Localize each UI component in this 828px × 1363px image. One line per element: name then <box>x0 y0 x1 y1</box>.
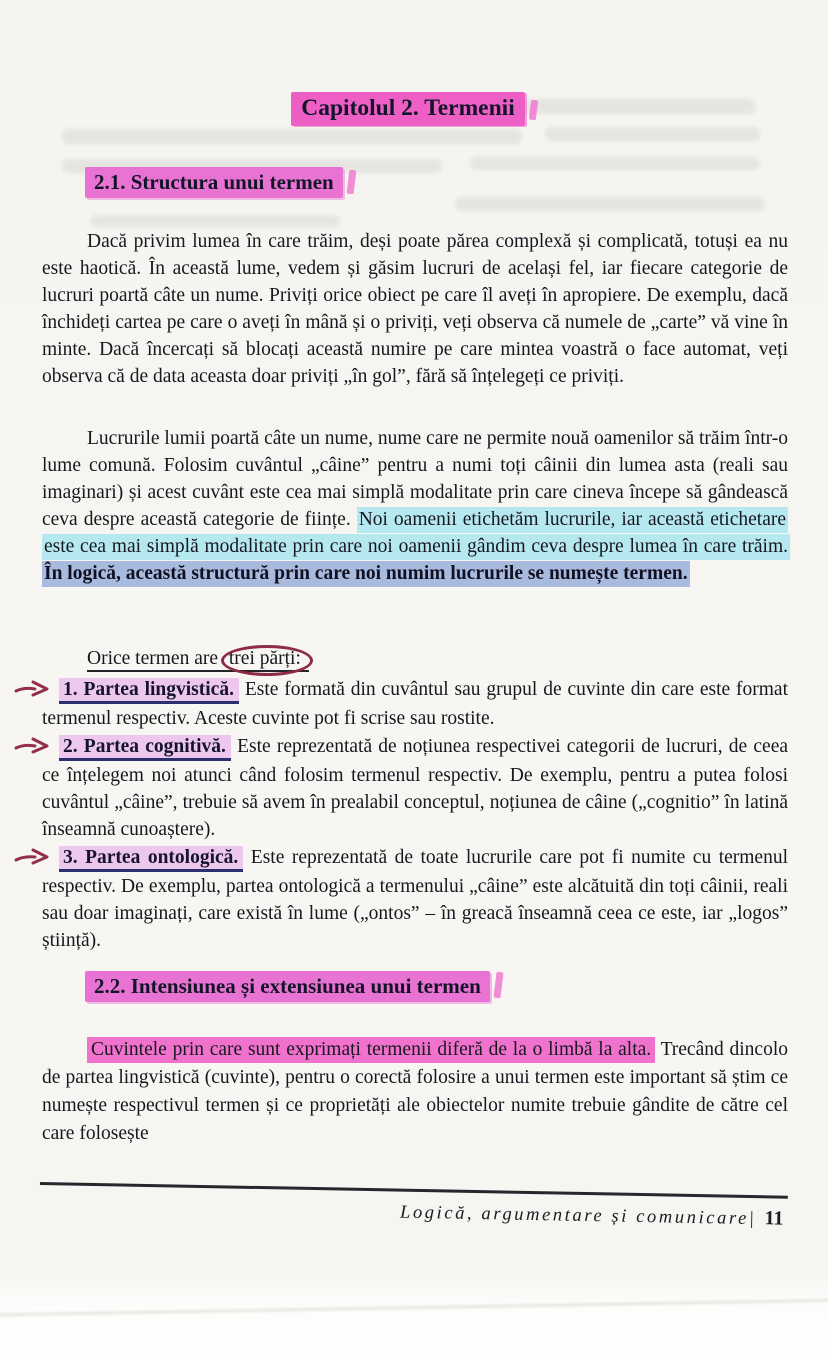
section-heading-2-2-text: 2.2. Intensiunea și extensiunea unui termen <box>85 971 490 1002</box>
term-part-item-1-block <box>42 676 788 732</box>
footer-text <box>39 1194 787 1231</box>
bleedthrough-ghost <box>455 197 765 211</box>
highlighter-tail-mark <box>346 170 356 195</box>
item-2-text: Este reprezentată de noțiunea respectivei categorii de lucruri, de ceea ce înțelegem noi atunci când folosim termenul respectiv. De exemplu, pentru a putea folosi cuvântul „câine”, trebuie să avem în prealabil conceptul, noțiunea de câine („cognitio” în latină înseamnă cunoaștere). <box>42 736 789 840</box>
paper-bottom-edge <box>0 1298 828 1316</box>
section-2-2-paragraph <box>42 1036 788 1148</box>
term-part-item-3-block <box>42 844 788 954</box>
term-part-item-2-block <box>42 733 788 843</box>
page-footer <box>39 1182 788 1231</box>
item-3-text: Este reprezentată de toate lucrurile care pot fi numite cu termenul respectiv. De exemplu, partea ontologică a termenului „câine” este alcătuită din toți câinii, reali sau doar imaginați, care există în lume („ontos” – în greacă înseamnă ceea ce este, iar „logos” știință). <box>42 847 789 951</box>
chapter-title-row <box>0 92 828 126</box>
paragraph-2 <box>42 425 788 587</box>
footer-page-number: 11 <box>764 1207 784 1230</box>
section-heading-2-1 <box>85 170 355 195</box>
chapter-title: Capitolul 2. Termenii <box>291 92 525 126</box>
pink-highlighted-sentence: Cuvintele prin care sunt exprimați termenii diferă de la o limbă la alta. <box>87 1037 655 1063</box>
footer-separator: | <box>748 1208 757 1230</box>
paragraph-1-block <box>42 228 788 390</box>
hand-drawn-arrow-icon <box>28 735 54 762</box>
paragraph-2-cyan-highlight: Noi oamenii etichetăm lucrurile, iar această etichetare este cea mai simplă modalitate prin care noi oamenii gândim ceva despre lumea în care trăim. <box>42 507 790 560</box>
item-2-label: 2. Partea cognitivă. <box>59 735 231 761</box>
term-parts-lead: Orice termen are <box>87 648 218 669</box>
term-parts-intro <box>42 645 788 672</box>
bleedthrough-ghost <box>470 157 760 170</box>
item-3-label: 3. Partea ontologică. <box>59 846 243 872</box>
section-heading-2-1-text: 2.1. Structura unui termen <box>85 167 343 198</box>
section-2-2-paragraph-plain: Trecând dincolo de partea lingvistică (cuvinte), pentru o corectă folosire a unui termen este important să știm ce numește respectivul termen și ce proprietăți ale obiectelor numite trebuie gândite de către cel care folosește <box>42 1039 788 1144</box>
section-2-2-paragraph-block <box>42 1036 788 1148</box>
paragraph-2-block <box>42 425 788 587</box>
paragraph-2-blue-highlight: În logică, această structură prin care noi numim lucrurile se numește termen. <box>42 561 690 587</box>
pen-circle-annotation: trei părți: <box>221 645 313 676</box>
paragraph-1: Dacă privim lumea în care trăim, deși poate părea complexă și complicată, totuși ea nu este haotică. În această lume, vedem și găsim lucruri de același fel, iar fiecare categorie de lucruri poartă câte un nume. Priviți orice obiect pe care îl aveți în apropiere. De exemplu, dacă închideți cartea pe care o aveți în mână și o priviți, veți observa că numele de „carte” vă vine în minte. Dacă încercați să blocați această numire pe care mintea voastră o face automat, veți observa că de data aceasta doar priviți „în gol”, fără să înțelegeți ce priviți. <box>42 231 788 387</box>
hand-drawn-arrow-icon <box>28 678 54 705</box>
bleedthrough-ghost <box>62 129 522 144</box>
highlighter-tail-mark <box>493 972 503 999</box>
term-part-item-2 <box>42 733 788 843</box>
footer-book-title: Logică, argumentare și comunicare <box>399 1202 750 1229</box>
term-part-item-1 <box>42 676 788 732</box>
section-heading-2-2 <box>85 972 502 999</box>
item-1-label: 1. Partea lingvistică. <box>59 678 239 704</box>
term-parts-intro-block <box>42 645 788 672</box>
paragraph-2-plain: Lucrurile lumii poartă câte un nume, nume care ne permite nouă oamenilor să trăim într-o lume comună. Folosim cuvântul „câine” pentru a numi toți câinii din lumea asta (reali sau imaginari) și acest cuvânt este cea mai simplă modalitate prin care cineva începe să gândească ceva despre această categorie de ființe. <box>42 428 788 530</box>
highlighter-tail-mark <box>529 100 538 121</box>
term-part-item-3 <box>42 844 788 954</box>
bleedthrough-ghost <box>545 127 760 141</box>
bleedthrough-ghost <box>90 215 340 227</box>
hand-drawn-arrow-icon <box>28 846 54 873</box>
item-1-text: Este formată din cuvântul sau grupul de cuvinte din care este format termenul respectiv. Aceste cuvinte pot fi scrise sau rostite. <box>42 679 788 729</box>
